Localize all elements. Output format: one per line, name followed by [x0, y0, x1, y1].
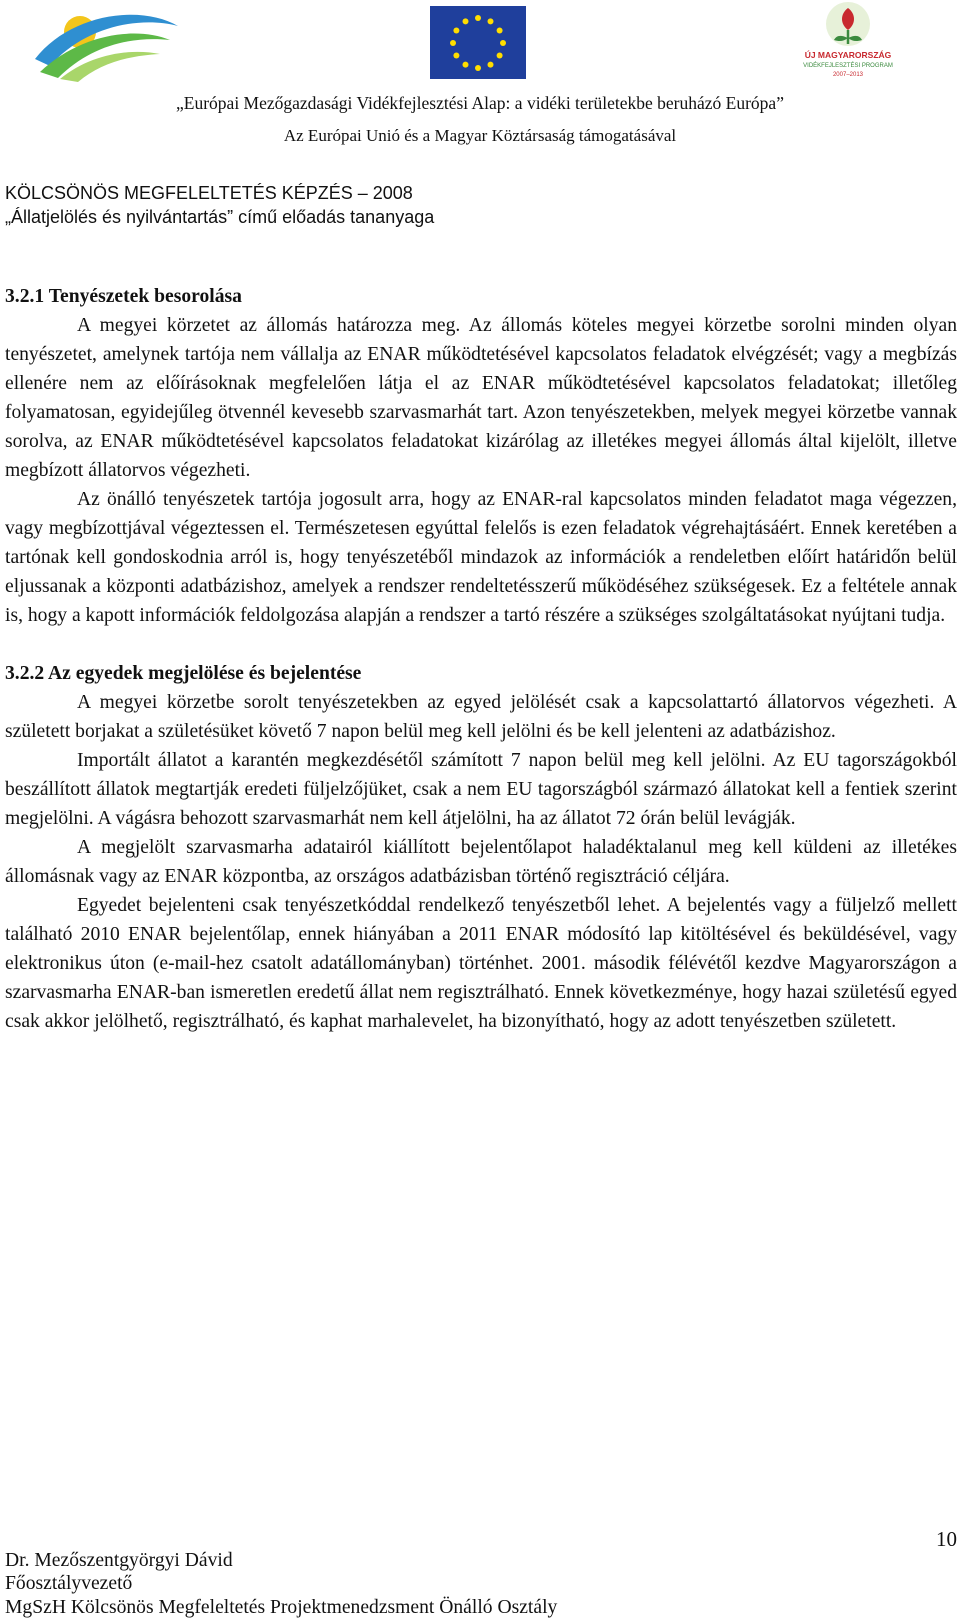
footer-author: Dr. Mezőszentgyörgyi Dávid	[5, 1550, 233, 1571]
paragraph: A megyei körzetbe sorolt tenyészetekben az egyed jelölését csak a kapcsolattartó állatorvos végezheti. A született borjakat a születésüket követő 7 napon belül meg kell jelölni és be kell jelenteni az adatbázishoz.	[5, 692, 957, 742]
paragraph: A megjelölt szarvasmarha adatairól kiállított bejelentőlapot haladéktalanul meg kell küldeni az illetékes állomásnak vagy az ENAR központba, az országos adatbázisban történő regisztráció céljára.	[5, 837, 957, 887]
logo-right-text-2: VIDÉKFEJLESZTÉSI PROGRAM	[803, 63, 893, 69]
header-fund-line: „Európai Mezőgazdasági Vidékfejlesztési Alap: a vidéki területekbe beruházó Európa”	[176, 93, 784, 113]
paragraph: A megyei körzetet az állomás határozza meg. Az állomás köteles megyei körzetbe sorolni minden olyan tenyészetet, amelynek tartója nem vállalja az ENAR működtetésével kapcsolatos feladatok elvégzését; vagy a megbízás ellenére nem az előírásoknak megfelelően látja el az ENAR működtetésével kapcsolatos feladatokat; illetőleg folyamatosan, egyidejűleg ötvennél kevesebb szarvasmarhát tart. Azon tenyészetekben, melyek megyei körzetbe vannak sorolva, az ENAR működtetésével kapcsolatos feladatokat kizárólag az illetékes megyei állomás által kijelölt, illetve megbízott állatorvos végezheti.	[5, 315, 957, 481]
logo-right-text-3: 2007–2013	[832, 72, 864, 78]
footer-position: Főosztályvezető	[5, 1573, 133, 1594]
header-support-line: Az Európai Unió és a Magyar Köztársaság támogatásával	[283, 126, 677, 145]
page-number: 10	[936, 1527, 957, 1551]
uj-magyarorszag-logo	[796, 0, 900, 82]
document-body	[5, 282, 957, 1036]
footer-department: MgSzH Kölcsönös Megfeleltetés Projektmenedzsment Önálló Osztály	[5, 1597, 558, 1618]
course-subtitle: „Állatjelölés és nyilvántartás” című előadás tananyaga	[5, 207, 435, 227]
eafrd-logo	[30, 4, 180, 82]
paragraph: Egyedet bejelenteni csak tenyészetkóddal rendelkező tenyészetből lehet. A bejelentés vagy a füljelző mellett található 2010 ENAR bejelentőlap, ennek hiányában a 2011 ENAR módosító lap kitöltésével és beküldésével, vagy elektronikus úton (e-mail-hez csatolt adatállományban) történhet. 2001. második félévétől kezdve Magyarországon a szarvasmarha ENAR-ban ismeretlen eredetű állat nem regisztrálható. Ennek következménye, hogy hazai születésű egyed csak akkor jelölhető, regisztrálható, és kaphat marhalevelet, ha bizonyítható, hogy az adott tenyészetben született.	[5, 895, 957, 1032]
course-title: KÖLCSÖNÖS MEGFELELTETÉS KÉPZÉS – 2008	[5, 183, 413, 203]
eu-flag-logo	[430, 6, 526, 79]
logo-right-text-1: ÚJ MAGYARORSZÁG	[804, 50, 892, 60]
section-heading: 3.2.1 Tenyészetek besorolása	[5, 286, 242, 307]
paragraph: Az önálló tenyészetek tartója jogosult arra, hogy az ENAR-ral kapcsolatos minden feladatot maga végezzen, vagy megbízottjával végeztessen el. Természetesen egyúttal felelős is ezen feladatok végrehajtásáért. Ennek keretében a tartónak kell gondoskodnia arról is, hogy tenyészetéből mindazok az információk a rendeletben előírt határidőn belül eljussanak a központi adatbázishoz, amelyek a rendszer rendeltetésszerű működéséhez szükségesek. Ez a feltétele annak is, hogy a kapott információk feldolgozása alapján a rendszer a tartó részére a szükséges szolgáltatásokat nyújtani tudja.	[5, 489, 957, 626]
section-heading: 3.2.2 Az egyedek megjelölése és bejelentése	[5, 663, 362, 684]
paragraph: Importált állatot a karantén megkezdésétől számított 7 napon belül meg kell jelölni. Az EU tagországokból beszállított állatok megtartják eredeti füljelzőjüket, csak a nem EU tagországból származó állatokat kell a fentiek szerint megjelölni. A vágásra behozott szarvasmarhát nem kell átjelölni, ha az állatot 72 órán belül levágják.	[5, 750, 957, 829]
